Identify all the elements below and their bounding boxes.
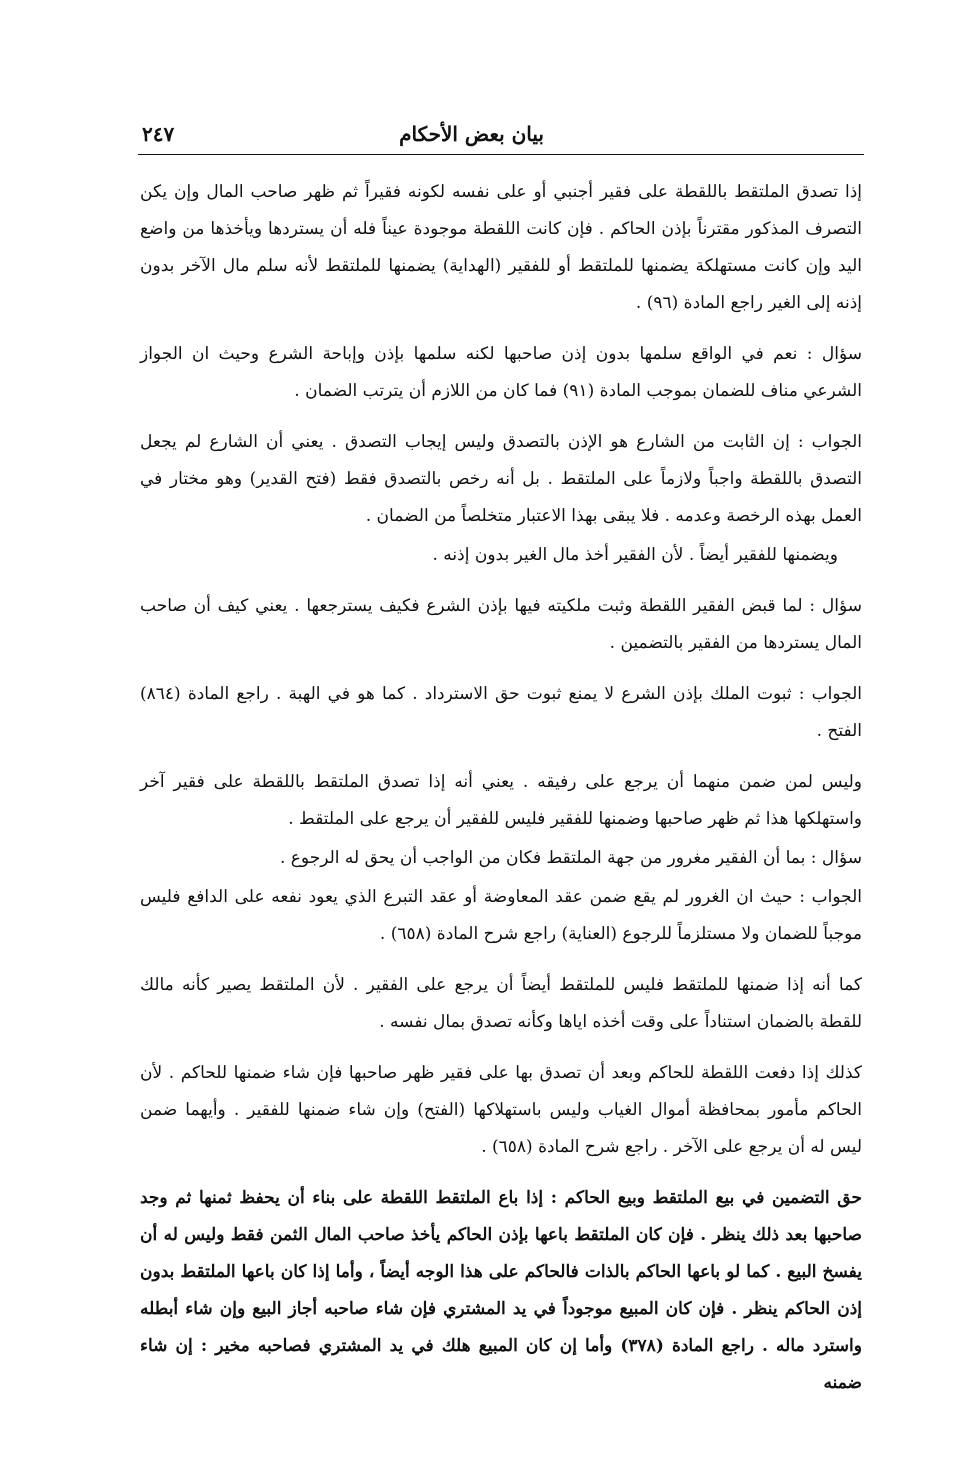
paragraph-5-question: سؤال : لما قبض الفقير اللقطة وثبت ملكيته فيها بإذن الشرع فكيف يسترجعها . يعني كيف أن صاحب المال يستردها من الفقير بالتضمين . — [140, 596, 862, 653]
paragraph-8-question: سؤال : بما أن الفقير مغرور من جهة الملتقط فكان من الواجب أن يحق له الرجوع . — [279, 848, 862, 868]
paragraph-12: حق التضمين في بيع الملتقط وبيع الحاكم : إذا باع الملتقط اللقطة على بناء أن يحفظ ثمنها ثم وجد صاحبها بعد ذلك ينظر . فإن كان الملتقط باعها بإذن الحاكم يأخذ صاحب المال الثمن فقط وليس له أن يفسخ البيع . كما لو باعها الحاكم بالذات فالحاكم على هذا الوجه أيضاً ، وأما إذا كان باعها الملتقط بدون إذن الحاكم ينظر . فإن كان المبيع موجوداً في يد المشتري فإن شاء صاحبه أجاز البيع وإن شاء أبطله واسترد ماله . راجع المادة (٣٧٨) وأما إن كان المبيع هلك في يد المشتري فصاحبه مخير : إن شاء ضمنه — [140, 1188, 863, 1393]
paragraph-9-answer: الجواب : حيث ان الغرور لم يقع ضمن عقد المعاوضة أو عقد التبرع الذي يعود نفعه على الدافع فليس موجباً للضمان ولا مستلزماً للرجوع (العناية) راجع شرح المادة (٦٥٨) . — [140, 887, 862, 944]
paragraph-3-answer: الجواب : إن الثابت من الشارع هو الإذن بالتصدق وليس إيجاب التصدق . يعني أن الشارع لم يجعل التصدق باللقطة واجباً ولازماً على الملتقط . بل أنه رخص بالتصدق فقط (فتح القدير) وهو مختار في العمل بهذه الرخصة وعدمه . فلا يبقى بهذا الاعتبار متخلصاً من الضمان . — [140, 432, 862, 526]
header-title: بيان بعض الأحكام — [399, 122, 544, 146]
paragraph-6-answer: الجواب : ثبوت الملك بإذن الشرع لا يمنع ثبوت حق الاسترداد . كما هو في الهبة . راجع المادة (٨٦٤) الفتح . — [140, 684, 862, 741]
paragraph-10: كما أنه إذا ضمنها للملتقط فليس للملتقط أيضاً أن يرجع على الفقير . لأن الملتقط يصير كأنه مالك للقطة بالضمان استناداً على وقت أخذه اياها وكأنه تصدق بمال نفسه . — [140, 975, 862, 1032]
header-rule — [138, 154, 864, 155]
paragraph-4: ويضمنها للفقير أيضاً . لأن الفقير أخذ مال الغير بدون إذنه . — [432, 545, 838, 565]
body-text — [140, 174, 862, 1416]
running-header — [140, 118, 862, 154]
paragraph-1: إذا تصدق الملتقط باللقطة على فقير أجنبي أو على نفسه لكونه فقيراً ثم ظهر صاحب المال وإن يكن التصرف المذكور مقترناً بإذن الحاكم . فإن كانت اللقطة موجودة عيناً فله أن يستردها ويأخذها من واضع اليد وإن كانت مستهلكة يضمنها للملتقط أو للفقير (الهداية) يضمنها للملتقط لأنه سلم مال الآخر بدون إذنه إلى الغير راجع المادة (٩٦) . — [140, 182, 862, 313]
page-number: ٢٤٧ — [142, 122, 175, 146]
paragraph-11: كذلك إذا دفعت اللقطة للحاكم وبعد أن تصدق بها على فقير ظهر صاحبها فإن شاء ضمنها للحاكم . لأن الحاكم مأمور بمحافظة أموال الغياب وليس باستهلاكها (الفتح) وإن شاء ضمنها للفقير . وأيهما ضمن ليس له أن يرجع على الآخر . راجع شرح المادة (٦٥٨) . — [140, 1063, 862, 1157]
paragraph-7: وليس لمن ضمن منهما أن يرجع على رفيقه . يعني أنه إذا تصدق الملتقط باللقطة على فقير آخر واستهلكها هذا ثم ظهر صاحبها وضمنها للفقير فليس للفقير أن يرجع على الملتقط . — [140, 772, 862, 829]
paragraph-2-question: سؤال : نعم في الواقع سلمها بدون إذن صاحبها لكنه سلمها بإذن وإباحة الشرع وحيث ان الجواز الشرعي مناف للضمان بموجب المادة (٩١) فما كان من اللازم أن يترتب الضمان . — [140, 344, 862, 401]
